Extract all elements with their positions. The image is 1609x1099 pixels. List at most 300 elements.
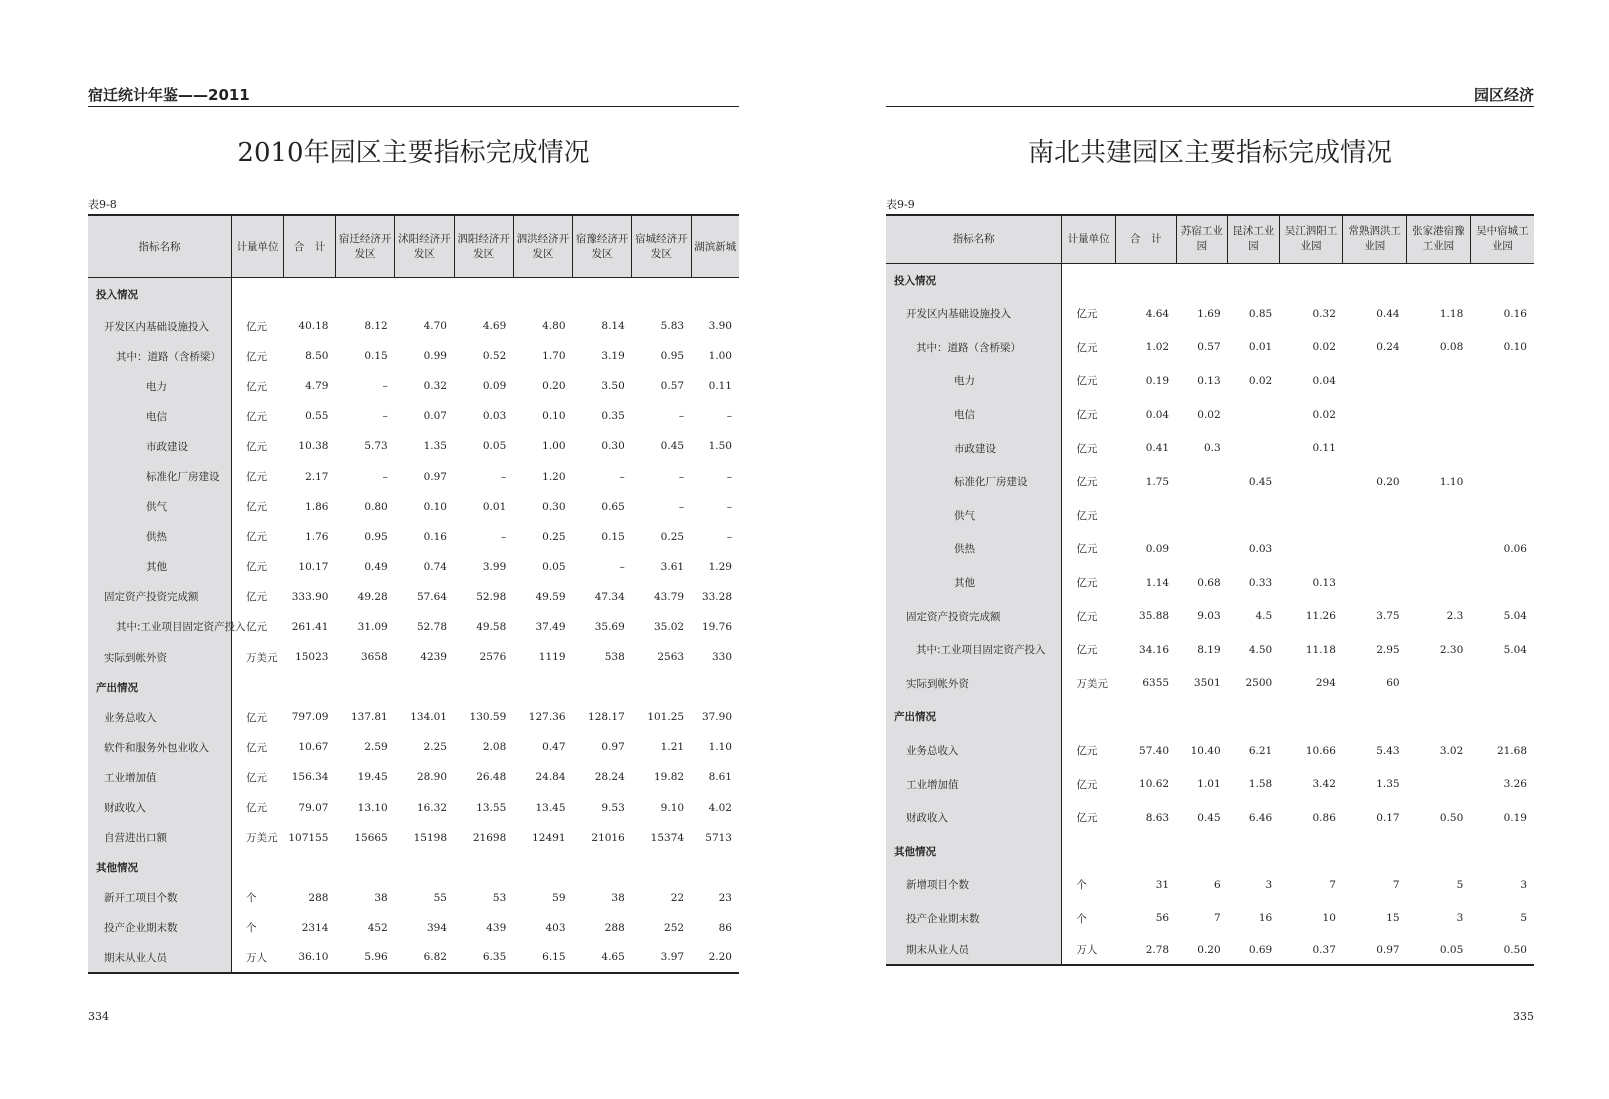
table-row: [88, 461, 739, 491]
value-cell: 0.05: [1439, 943, 1464, 956]
value-cell: 19.45: [357, 771, 388, 784]
value-cell: 107155: [288, 831, 329, 844]
unit-cell: 亿元: [232, 461, 284, 491]
unit-cell: 亿元: [1062, 801, 1116, 835]
value-cell: [632, 672, 691, 702]
value-cell: [1407, 499, 1471, 533]
value-cell: 2.30: [1439, 643, 1464, 656]
value-cell: 1.14: [1145, 576, 1170, 589]
value-cell: [1176, 499, 1228, 533]
value-cell: 26.48: [476, 771, 507, 784]
value-cell: [1470, 835, 1534, 869]
column-header: 宿豫经济开发区: [573, 215, 632, 277]
value-cell: 0.45: [1197, 811, 1221, 824]
value-cell: 128.17: [588, 711, 625, 724]
value-cell: 2.78: [1145, 943, 1170, 956]
value-cell: 3.61: [660, 560, 685, 573]
value-cell: 9.10: [660, 801, 685, 814]
column-header: 泗阳经济开发区: [454, 215, 513, 277]
value-cell: 0.19: [1503, 811, 1527, 824]
running-head: 宿迁统计年鉴——2011: [88, 84, 739, 107]
value-cell: 0.04: [1312, 374, 1336, 387]
value-cell: 57.40: [1139, 744, 1170, 757]
value-cell: 10.66: [1305, 744, 1336, 757]
value-cell: [1228, 263, 1280, 297]
value-cell: [335, 672, 394, 702]
value-cell: 0.13: [1197, 374, 1221, 387]
value-cell: [1228, 835, 1280, 869]
value-cell: 0.45: [660, 440, 685, 453]
value-cell: 4.80: [542, 320, 566, 333]
section-label: 其他情况: [88, 853, 232, 883]
value-cell: 0.52: [482, 350, 507, 363]
table-row: [88, 311, 739, 341]
value-cell: [395, 853, 454, 883]
value-cell: 156.34: [291, 771, 329, 784]
value-cell: –: [678, 410, 685, 423]
value-cell: [513, 277, 572, 311]
value-cell: 0.02: [1312, 341, 1336, 354]
value-cell: 403: [545, 921, 566, 934]
value-cell: [1343, 431, 1407, 465]
indicator-name: 供气: [88, 492, 232, 522]
value-cell: 47.34: [594, 590, 625, 603]
indicator-name: 开发区内基础设施投入: [886, 297, 1062, 331]
value-cell: 0.45: [1248, 475, 1273, 488]
value-cell: 0.16: [423, 530, 447, 543]
value-cell: 23: [718, 891, 732, 904]
indicator-name: 工业增加值: [88, 762, 232, 792]
indicator-name: 固定资产投资完成额: [88, 582, 232, 612]
value-cell: 1.01: [1197, 778, 1221, 791]
indicator-name: 期末从业人员: [886, 935, 1062, 965]
value-cell: [1176, 263, 1228, 297]
value-cell: [335, 853, 394, 883]
unit-cell: 亿元: [1062, 532, 1116, 566]
value-cell: 4.70: [423, 320, 447, 333]
value-cell: 0.17: [1376, 811, 1400, 824]
value-cell: [1407, 431, 1471, 465]
table-row: [88, 943, 739, 973]
unit-cell: 个: [232, 883, 284, 913]
value-cell: 0.02: [1312, 408, 1336, 421]
value-cell: 0.19: [1145, 374, 1170, 387]
value-cell: 3.75: [1376, 610, 1400, 623]
value-cell: [1115, 700, 1176, 734]
value-cell: [1343, 364, 1407, 398]
value-cell: 127.36: [528, 711, 566, 724]
unit-cell: 亿元: [1062, 431, 1116, 465]
value-cell: 0.01: [1248, 341, 1273, 354]
value-cell: [454, 277, 513, 311]
value-cell: [283, 853, 335, 883]
value-cell: 15198: [413, 831, 447, 844]
value-cell: 0.57: [1197, 341, 1221, 354]
value-cell: [1176, 532, 1228, 566]
value-cell: 797.09: [291, 711, 329, 724]
table-row: [886, 465, 1534, 499]
value-cell: 1.86: [305, 500, 329, 513]
unit-cell: 亿元: [1062, 566, 1116, 600]
value-cell: 7: [1392, 878, 1400, 891]
value-cell: 0.30: [601, 440, 625, 453]
value-cell: –: [726, 470, 732, 483]
indicator-name: 业务总收入: [886, 734, 1062, 768]
value-cell: 10: [1322, 912, 1336, 925]
value-cell: 0.20: [1197, 943, 1221, 956]
unit-cell: 亿元: [1062, 398, 1116, 432]
value-cell: 3.42: [1312, 778, 1336, 791]
value-cell: 40.18: [298, 320, 329, 333]
table-row: [88, 371, 739, 401]
value-cell: [1343, 835, 1407, 869]
indicator-name: 软件和服务外包业收入: [88, 732, 232, 762]
value-cell: 7: [1329, 878, 1336, 891]
indicator-name: 期末从业人员: [88, 943, 232, 973]
value-cell: [1343, 263, 1407, 297]
indicator-name: 业务总收入: [88, 702, 232, 732]
table-row: [886, 734, 1534, 768]
value-cell: 37.49: [535, 620, 566, 633]
value-cell: 5713: [705, 831, 732, 844]
value-cell: 8.63: [1145, 811, 1170, 824]
value-cell: 52.98: [476, 590, 507, 603]
value-cell: [1407, 835, 1471, 869]
table-row: [88, 341, 739, 371]
table-row: [88, 552, 739, 582]
unit-cell: 亿元: [232, 522, 284, 552]
value-cell: [1176, 465, 1228, 499]
value-cell: 0.25: [660, 530, 685, 543]
value-cell: 1.29: [708, 560, 732, 573]
table-row: [886, 297, 1534, 331]
value-cell: 38: [374, 891, 388, 904]
indicator-name: 电力: [88, 371, 232, 401]
unit-cell: 亿元: [1062, 767, 1116, 801]
value-cell: 10.38: [298, 440, 329, 453]
value-cell: [1176, 835, 1228, 869]
table-row: [88, 913, 739, 943]
table-row: [886, 398, 1534, 432]
table-row: [88, 431, 739, 461]
value-cell: 28.90: [416, 771, 447, 784]
value-cell: [1407, 398, 1471, 432]
table-row: [886, 767, 1534, 801]
value-cell: [454, 672, 513, 702]
value-cell: 0.01: [482, 500, 507, 513]
value-cell: 3: [1520, 878, 1527, 891]
value-cell: [1343, 499, 1407, 533]
value-cell: 0.97: [601, 741, 625, 754]
value-cell: 288: [604, 921, 625, 934]
value-cell: 288: [308, 891, 329, 904]
value-cell: 0.32: [423, 380, 447, 393]
value-cell: 0.20: [542, 380, 566, 393]
page-number: 334: [88, 1010, 109, 1023]
value-cell: [691, 853, 739, 883]
value-cell: 1.00: [542, 440, 566, 453]
value-cell: [1470, 398, 1534, 432]
value-cell: 6: [1213, 878, 1221, 891]
value-cell: 28.24: [594, 771, 625, 784]
table-row: [886, 868, 1534, 902]
unit-cell: [1062, 700, 1116, 734]
value-cell: 60: [1386, 677, 1400, 690]
value-cell: [1470, 667, 1534, 701]
page-title: 2010年园区主要指标完成情况: [237, 138, 590, 168]
value-cell: [1470, 700, 1534, 734]
indicator-name: 固定资产投资完成额: [886, 599, 1062, 633]
value-cell: [1279, 465, 1343, 499]
value-cell: 5.83: [660, 320, 685, 333]
column-header: 吴江泗阳工业园: [1279, 215, 1343, 263]
indicator-name: 电信: [88, 401, 232, 431]
unit-cell: 亿元: [1062, 465, 1116, 499]
unit-cell: 亿元: [232, 793, 284, 823]
column-header: 吴中宿城工业园: [1470, 215, 1534, 263]
value-cell: 3.19: [601, 350, 625, 363]
value-cell: 0.10: [1503, 341, 1527, 354]
value-cell: 9.53: [601, 801, 625, 814]
value-cell: 0.09: [1145, 542, 1170, 555]
table-row: [88, 732, 739, 762]
column-header: 泗洪经济开发区: [513, 215, 572, 277]
value-cell: 439: [486, 921, 507, 934]
table-row: [88, 642, 739, 672]
value-cell: [1407, 667, 1471, 701]
section-label: 产出情况: [886, 700, 1062, 734]
unit-cell: 亿元: [1062, 633, 1116, 667]
column-header: 合 计: [1115, 215, 1176, 263]
indicator-name: 工业增加值: [886, 767, 1062, 801]
value-cell: 0.30: [542, 500, 566, 513]
value-cell: 15374: [650, 831, 685, 844]
value-cell: 8.61: [708, 771, 732, 784]
value-cell: 43.79: [654, 590, 685, 603]
value-cell: [1407, 532, 1471, 566]
indicator-name: 新开工项目个数: [88, 883, 232, 913]
value-cell: 2.3: [1446, 610, 1464, 623]
value-cell: 0.44: [1376, 307, 1400, 320]
unit-cell: 亿元: [232, 401, 284, 431]
column-header: 宿城经济开发区: [632, 215, 691, 277]
value-cell: 0.69: [1248, 943, 1273, 956]
value-cell: [1279, 700, 1343, 734]
value-cell: 0.97: [1376, 943, 1400, 956]
value-cell: 0.57: [660, 380, 685, 393]
value-cell: 2314: [301, 921, 329, 934]
column-header: 湖滨新城: [691, 215, 739, 277]
value-cell: 1.02: [1145, 341, 1170, 354]
value-cell: 252: [664, 921, 685, 934]
indicator-name: 其中：道路（含桥梁）: [886, 331, 1062, 365]
value-cell: 1.10: [708, 741, 732, 754]
value-cell: 24.84: [535, 771, 566, 784]
column-header: 张家港宿豫工业园: [1407, 215, 1471, 263]
value-cell: 56: [1155, 912, 1170, 925]
value-cell: [1407, 263, 1471, 297]
value-cell: 1.21: [660, 741, 685, 754]
value-cell: [513, 853, 572, 883]
value-cell: 5.04: [1503, 643, 1527, 656]
value-cell: 1.10: [1439, 475, 1464, 488]
value-cell: [1343, 566, 1407, 600]
unit-cell: 亿元: [1062, 297, 1116, 331]
unit-cell: 亿元: [232, 762, 284, 792]
value-cell: [1279, 532, 1343, 566]
value-cell: 0.50: [1503, 943, 1527, 956]
table-row: [88, 672, 739, 702]
value-cell: 10.62: [1139, 778, 1170, 791]
value-cell: [1176, 700, 1228, 734]
value-cell: 21698: [472, 831, 507, 844]
value-cell: 333.90: [291, 590, 329, 603]
table-row: [886, 700, 1534, 734]
value-cell: 10.67: [298, 741, 329, 754]
value-cell: –: [382, 470, 388, 483]
value-cell: 52.78: [416, 620, 447, 633]
value-cell: [1115, 263, 1176, 297]
value-cell: 6.15: [542, 951, 566, 964]
value-cell: 1.50: [708, 440, 732, 453]
table-number: 表9-9: [886, 198, 915, 211]
unit-cell: 万人: [1062, 935, 1116, 965]
value-cell: 261.41: [291, 620, 329, 633]
value-cell: [691, 277, 739, 311]
value-cell: 0.10: [423, 500, 447, 513]
unit-cell: 亿元: [1062, 364, 1116, 398]
value-cell: 0.02: [1248, 374, 1273, 387]
value-cell: 35.02: [654, 620, 685, 633]
page-number: 335: [1513, 1010, 1534, 1023]
indicator-name: 供热: [88, 522, 232, 552]
value-cell: 0.80: [364, 500, 388, 513]
value-cell: 10.40: [1190, 744, 1221, 757]
indicator-table: [886, 214, 1534, 966]
value-cell: 0.95: [364, 530, 388, 543]
value-cell: [283, 672, 335, 702]
value-cell: 16.32: [416, 801, 447, 814]
column-header: 指标名称: [886, 215, 1062, 263]
unit-cell: 万人: [232, 943, 284, 973]
value-cell: 13.10: [357, 801, 388, 814]
value-cell: 11.18: [1305, 643, 1336, 656]
value-cell: 57.64: [416, 590, 447, 603]
value-cell: 0.15: [601, 530, 625, 543]
indicator-name: 标准化厂房建设: [88, 461, 232, 491]
value-cell: 1.35: [1376, 778, 1400, 791]
value-cell: 59: [552, 891, 566, 904]
indicator-name: 投产企业期末数: [886, 902, 1062, 936]
value-cell: 6.21: [1248, 744, 1273, 757]
value-cell: 5: [1456, 878, 1464, 891]
value-cell: [335, 277, 394, 311]
value-cell: 33.28: [701, 590, 732, 603]
value-cell: 3501: [1193, 677, 1221, 690]
value-cell: 294: [1315, 677, 1336, 690]
section-label: 投入情况: [88, 277, 232, 311]
indicator-name: 财政收入: [88, 793, 232, 823]
value-cell: 3658: [361, 651, 388, 664]
value-cell: 8.14: [601, 320, 625, 333]
value-cell: [1115, 835, 1176, 869]
value-cell: 2.08: [482, 741, 507, 754]
value-cell: 3.02: [1439, 744, 1464, 757]
table-row: [88, 793, 739, 823]
value-cell: 7: [1213, 912, 1221, 925]
value-cell: 0.03: [482, 410, 507, 423]
value-cell: 53: [492, 891, 507, 904]
table-row: [88, 823, 739, 853]
column-header: 指标名称: [88, 215, 232, 277]
value-cell: 0.05: [542, 560, 566, 573]
value-cell: 2.59: [364, 741, 388, 754]
value-cell: 0.11: [1312, 442, 1336, 455]
indicator-name: 电信: [886, 398, 1062, 432]
table-row: [88, 582, 739, 612]
value-cell: [1228, 431, 1280, 465]
table-header-row: [886, 215, 1534, 263]
value-cell: [1407, 767, 1471, 801]
table-row: [886, 431, 1534, 465]
value-cell: –: [619, 470, 625, 483]
value-cell: 3: [1456, 912, 1464, 925]
value-cell: 137.81: [350, 711, 388, 724]
unit-cell: 个: [232, 913, 284, 943]
value-cell: 2.20: [708, 951, 732, 964]
table-row: [886, 835, 1534, 869]
value-cell: 0.24: [1376, 341, 1400, 354]
value-cell: [454, 853, 513, 883]
value-cell: 31: [1155, 878, 1170, 891]
value-cell: 4.02: [708, 801, 732, 814]
value-cell: 22: [670, 891, 685, 904]
value-cell: 0.41: [1145, 442, 1170, 455]
value-cell: –: [382, 410, 388, 423]
section-label: 投入情况: [886, 263, 1062, 297]
value-cell: [1470, 364, 1534, 398]
value-cell: [283, 277, 335, 311]
value-cell: 0.49: [364, 560, 388, 573]
value-cell: 1119: [538, 651, 566, 664]
value-cell: 4.5: [1255, 610, 1273, 623]
table-header-row: [88, 215, 739, 277]
table-row: [886, 364, 1534, 398]
value-cell: 1.00: [708, 350, 732, 363]
table-row: [88, 612, 739, 642]
unit-cell: 亿元: [232, 702, 284, 732]
unit-cell: 亿元: [1062, 331, 1116, 365]
value-cell: [1407, 700, 1471, 734]
table-number: 表9-8: [88, 198, 117, 211]
value-cell: [691, 672, 739, 702]
value-cell: 49.59: [535, 590, 566, 603]
value-cell: [1470, 263, 1534, 297]
indicator-name: 市政建设: [88, 431, 232, 461]
value-cell: 0.85: [1248, 307, 1273, 320]
value-cell: 0.07: [423, 410, 447, 423]
indicator-name: 其中：道路（含桥梁）: [88, 341, 232, 371]
value-cell: 5.73: [364, 440, 388, 453]
unit-cell: 亿元: [1062, 599, 1116, 633]
indicator-name: 市政建设: [886, 431, 1062, 465]
value-cell: 15665: [354, 831, 388, 844]
indicator-name: 其他: [88, 552, 232, 582]
value-cell: [1470, 499, 1534, 533]
column-header: 宿迁经济开发区: [335, 215, 394, 277]
unit-cell: 亿元: [232, 732, 284, 762]
value-cell: 538: [604, 651, 625, 664]
